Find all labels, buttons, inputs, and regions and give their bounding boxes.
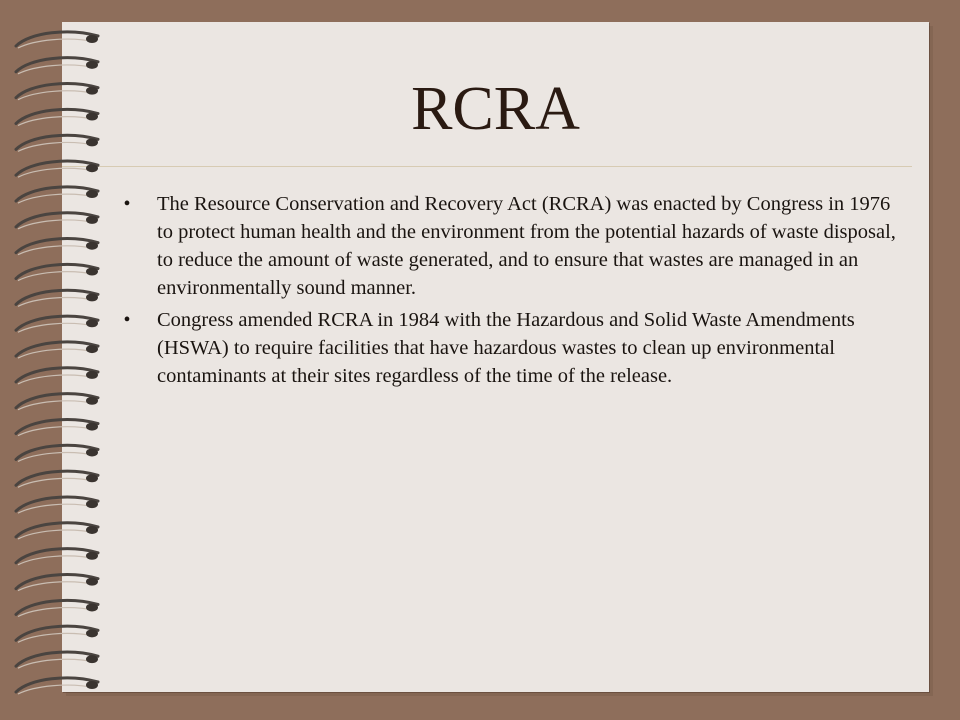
bullet-text: Congress amended RCRA in 1984 with the Hazardous and Solid Waste Amendments (HSWA) to require facilities that have hazardous wastes to clean up environmental contaminants at their sites regardless of the time of the release.: [157, 309, 855, 387]
title-divider: [62, 166, 912, 167]
bullet-dot-icon: •: [123, 309, 131, 331]
notebook-page: [62, 22, 929, 692]
bullet-item: [117, 190, 907, 302]
bullet-dot-icon: •: [123, 193, 131, 215]
slide-title: RCRA: [411, 75, 580, 143]
bullet-item: [117, 306, 907, 390]
bullet-list: [117, 190, 907, 394]
bullet-text: The Resource Conservation and Recovery Act (RCRA) was enacted by Congress in 1976 to protect human health and the environment from the potential hazards of waste disposal, to reduce the amount of waste generated, and to ensure that wastes are managed in an environmentally sound manner.: [157, 193, 896, 299]
